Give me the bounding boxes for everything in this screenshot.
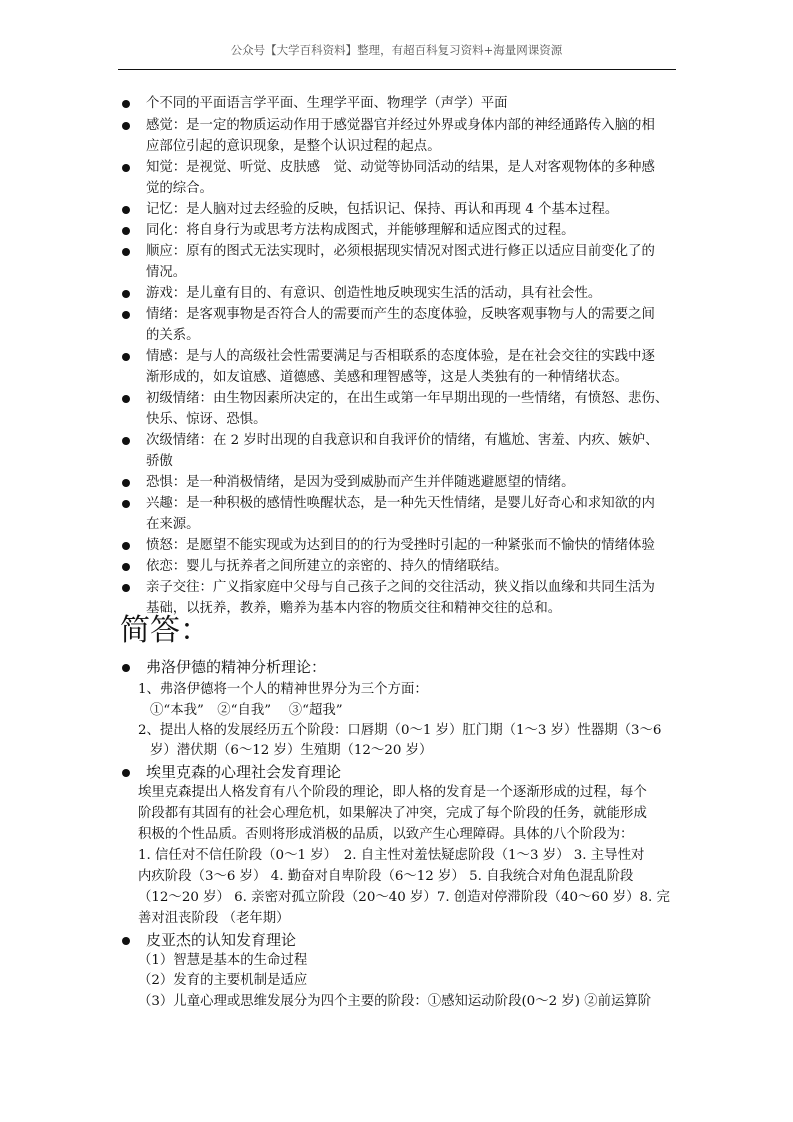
answer-title: 皮亚杰的认知发育理论 xyxy=(146,931,297,949)
definition-line: 在来源。 xyxy=(146,517,200,532)
definition-line: 渐形成的，如友谊感、道德感、美感和理智感等，这是人类独有的一种情绪状态。 xyxy=(146,370,629,385)
bullet-icon xyxy=(122,479,130,487)
bullet-icon xyxy=(122,542,130,550)
bullet-icon xyxy=(122,395,130,403)
definition-line: 知觉：是视觉、听觉、皮肤感 觉、动觉等协同活动的结果，是人对客观物体的多种感 xyxy=(146,160,655,175)
definition-line: 情绪：是客观事物是否符合人的需要而产生的态度体验，反映客观事物与人的需要之间 xyxy=(146,307,655,322)
bullet-icon xyxy=(122,437,130,445)
answer-title: 弗洛伊德的精神分析理论： xyxy=(146,658,327,676)
definition-line: 同化：将自身行为或思考方法构成图式，并能够理解和适应图式的过程。 xyxy=(146,223,575,238)
bullet-icon xyxy=(122,290,130,298)
answer-line: 内疚阶段（3～6 岁） 4. 勤奋对自卑阶段（6～12 岁） 5. 自我统合对角色混乱阶段 xyxy=(138,869,634,884)
answer-line: 1. 信任对不信任阶段（0～1 岁） 2. 自主性对羞怯疑虑阶段（1～3 岁） 3. 主导性对 xyxy=(138,848,645,863)
bullet-icon xyxy=(122,164,130,172)
bullet-icon xyxy=(122,664,130,672)
bullet-icon xyxy=(122,500,130,508)
bullet-icon xyxy=(122,248,130,256)
answer-line: （2）发育的主要机制是适应 xyxy=(138,973,308,988)
definition-line: 情况。 xyxy=(146,265,187,280)
bullet-icon xyxy=(122,206,130,214)
bullet-icon xyxy=(122,311,130,319)
answer-title: 埃里克森的心理社会发育理论 xyxy=(146,763,342,781)
bullet-icon xyxy=(122,100,130,108)
definition-line: 记忆：是人脑对过去经验的反映，包括识记、保持、再认和再现 4 个基本过程。 xyxy=(146,202,619,217)
bullet-icon xyxy=(122,563,130,571)
definition-line: 愤怒：是愿望不能实现或为达到目的的行为受挫时引起的一种紧张而不愉快的情绪体验 xyxy=(146,538,655,553)
answer-line: 积极的个性品质。否则将形成消极的品质，以致产生心理障碍。具体的八个阶段为： xyxy=(138,827,634,842)
definition-line: 觉的综合。 xyxy=(146,181,213,196)
bullet-icon xyxy=(122,353,130,361)
answer-line: 埃里克森提出人格发育有八个阶段的理论，即人格的发育是一个逐渐形成的过程，每个 xyxy=(138,785,647,800)
bullet-icon xyxy=(122,584,130,592)
definition-line: 兴趣：是一种积极的感情性唤醒状态，是一种先天性情绪，是婴儿好奇心和求知欲的内 xyxy=(146,496,655,511)
answer-line: 阶段都有其固有的社会心理危机，如果解决了冲突，完成了每个阶段的任务，就能形成 xyxy=(138,806,647,821)
definition-line: 个不同的平面语言学平面、生理学平面、物理学（声学）平面 xyxy=(146,96,508,111)
answer-line: （12～20 岁） 6. 亲密对孤立阶段（20～40 岁）7. 创造对停滞阶段（40～60 岁）8. 完 xyxy=(138,890,670,905)
answer-line: 1、弗洛伊德将一个人的精神世界分为三个方面： xyxy=(138,682,428,697)
definition-line: 亲子交往：广义指家庭中父母与自己孩子之间的交往活动，狭义指以血缘和共同生活为 xyxy=(146,580,655,595)
definition-line: 快乐、惊讶、恐惧。 xyxy=(146,412,267,427)
answer-line: 善对沮丧阶段 （老年期） xyxy=(138,911,290,926)
definition-line: 情感：是与人的高级社会性需要满足与否相联系的态度体验，是在社会交往的实践中逐 xyxy=(146,349,655,364)
definition-line: 的关系。 xyxy=(146,328,200,343)
answer-line: （1）智慧是基本的生命过程 xyxy=(138,953,308,968)
bullet-icon xyxy=(122,769,130,777)
answer-line: 2、提出人格的发展经历五个阶段：口唇期（0～1 岁）肛门期（1～3 岁）性器期（3～6 xyxy=(138,723,662,738)
definition-line: 基础，以抚养，教养，赡养为基本内容的物质交往和精神交往的总和。 xyxy=(146,601,562,616)
definition-line: 游戏：是儿童有目的、有意识、创造性地反映现实生活的活动，具有社会性。 xyxy=(146,286,602,301)
bullet-icon xyxy=(122,122,130,130)
header-rule xyxy=(118,69,676,70)
definition-line: 感觉：是一定的物质运动作用于感觉器官并经过外界或身体内部的神经通路传入脑的相 xyxy=(146,118,655,133)
page-header: 公众号【大学百科资料】整理，有超百科复习资料+海量网课资源 xyxy=(230,43,563,57)
definition-line: 次级情绪：在 2 岁时出现的自我意识和自我评价的情绪，有尴尬、害羞、内疚、嫉妒、 xyxy=(146,433,659,448)
bullet-icon xyxy=(122,937,130,945)
bullet-icon xyxy=(122,227,130,235)
answer-line: ①“本我” ②“自我” ③“超我” xyxy=(150,703,343,718)
definition-line: 初级情绪：由生物因素所决定的，在出生或第一年早期出现的一些情绪，有愤怒、悲伤、 xyxy=(146,391,669,406)
definition-line: 应部位引起的意识现象，是整个认识过程的起点。 xyxy=(146,139,441,154)
definition-line: 顺应：原有的图式无法实现时，必须根据现实情况对图式进行修正以适应目前变化了的 xyxy=(146,244,655,259)
definition-line: 骄傲 xyxy=(146,454,173,469)
definition-line: 依恋：婴儿与抚养者之间所建立的亲密的、持久的情绪联结。 xyxy=(146,559,508,574)
section-title: 简答： xyxy=(120,613,210,648)
definition-line: 恐惧：是一种消极情绪，是因为受到威胁而产生并伴随逃避愿望的情绪。 xyxy=(146,475,575,490)
answer-line: 岁）潜伏期（6～12 岁）生殖期（12～20 岁） xyxy=(150,743,433,758)
answer-line: （3）儿童心理或思维发展分为四个主要的阶段：①感知运动阶段(0～2 岁) ②前运算阶 xyxy=(138,994,652,1009)
